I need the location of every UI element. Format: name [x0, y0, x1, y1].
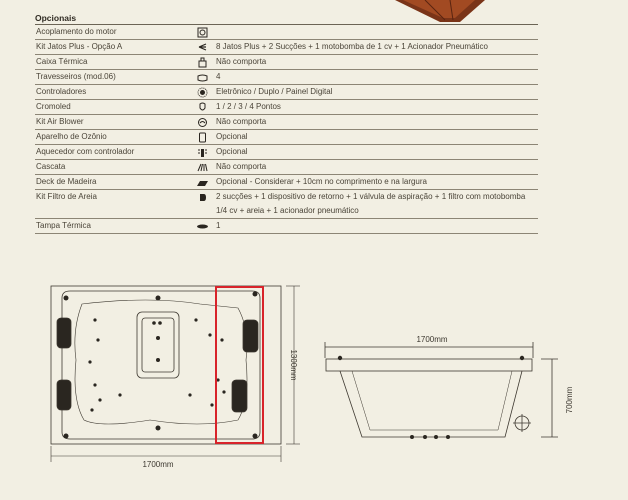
- option-value: [216, 25, 538, 39]
- option-row: [35, 175, 538, 190]
- option-value: 8 Jatos Plus + 2 Sucções + 1 motobomba de 1 cv + 1 Acionador Pneumático: [216, 42, 488, 51]
- option-row: [35, 25, 538, 40]
- option-label: Controladores: [36, 87, 87, 96]
- side-width-label: 1700mm: [416, 335, 448, 344]
- sand-filter-icon: [188, 190, 216, 218]
- option-value: Não comporta: [216, 117, 267, 126]
- option-row: [35, 55, 538, 70]
- option-value: 2 sucções + 1 dispositivo de retorno + 1 válvula de aspiração + 1 filtro com motobomba 1/4 cv + areia + 1 acionador pneumático: [216, 192, 526, 215]
- side-view: [325, 342, 558, 439]
- wood-deck-icon: [188, 175, 216, 189]
- heater-icon: [188, 145, 216, 159]
- option-label: Kit Air Blower: [36, 117, 84, 126]
- waterfall-icon: [188, 160, 216, 174]
- technical-drawing: [0, 270, 628, 500]
- pillow-icon: [188, 70, 216, 84]
- cromoled-icon: [188, 100, 216, 114]
- option-row: [35, 70, 538, 85]
- side-height-label: 700mm: [565, 386, 574, 414]
- option-row: [35, 160, 538, 175]
- option-row: [35, 190, 538, 219]
- thermal-cover-icon: [188, 219, 216, 233]
- option-value: Opcional: [216, 147, 248, 156]
- air-blower-icon: [188, 115, 216, 129]
- thermal-box-icon: [188, 55, 216, 69]
- option-label: Tampa Térmica: [36, 221, 91, 230]
- option-label: Aquecedor com controlador: [36, 147, 135, 156]
- option-value: 1: [216, 221, 221, 230]
- option-row: [35, 85, 538, 100]
- ozone-icon: [188, 130, 216, 144]
- option-label: Deck de Madeira: [36, 177, 97, 186]
- option-row: [35, 100, 538, 115]
- option-value: Eletrônico / Duplo / Painel Digital: [216, 87, 333, 96]
- option-value: Opcional - Considerar + 10cm no comprimento e na largura: [216, 177, 427, 186]
- section-title: Opcionais: [35, 12, 538, 25]
- option-label: Cascata: [36, 162, 66, 171]
- option-label: Aparelho de Ozônio: [36, 132, 107, 141]
- option-value: 1 / 2 / 3 / 4 Pontos: [216, 102, 281, 111]
- option-value: Não comporta: [216, 57, 267, 66]
- option-label: Caixa Térmica: [36, 57, 88, 66]
- jets-icon: [188, 40, 216, 54]
- option-row: [35, 130, 538, 145]
- top-width-label: 1700mm: [142, 460, 174, 469]
- motor-coupling-icon: [188, 25, 216, 39]
- top-height-label: 1300mm: [289, 349, 298, 381]
- option-value: Não comporta: [216, 162, 267, 171]
- option-value: 4: [216, 72, 221, 81]
- option-label: Kit Filtro de Areia: [36, 192, 97, 201]
- option-value: Opcional: [216, 132, 248, 141]
- top-view: [51, 286, 281, 444]
- option-row: [35, 145, 538, 160]
- option-row: [35, 115, 538, 130]
- controller-icon: [188, 85, 216, 99]
- options-table: [35, 12, 538, 234]
- option-label: Kit Jatos Plus - Opção A: [36, 42, 123, 51]
- option-row: [35, 219, 538, 234]
- option-row: [35, 40, 538, 55]
- option-label: Acoplamento do motor: [36, 27, 117, 36]
- option-label: Travesseiros (mod.06): [36, 72, 116, 81]
- option-label: Cromoled: [36, 102, 71, 111]
